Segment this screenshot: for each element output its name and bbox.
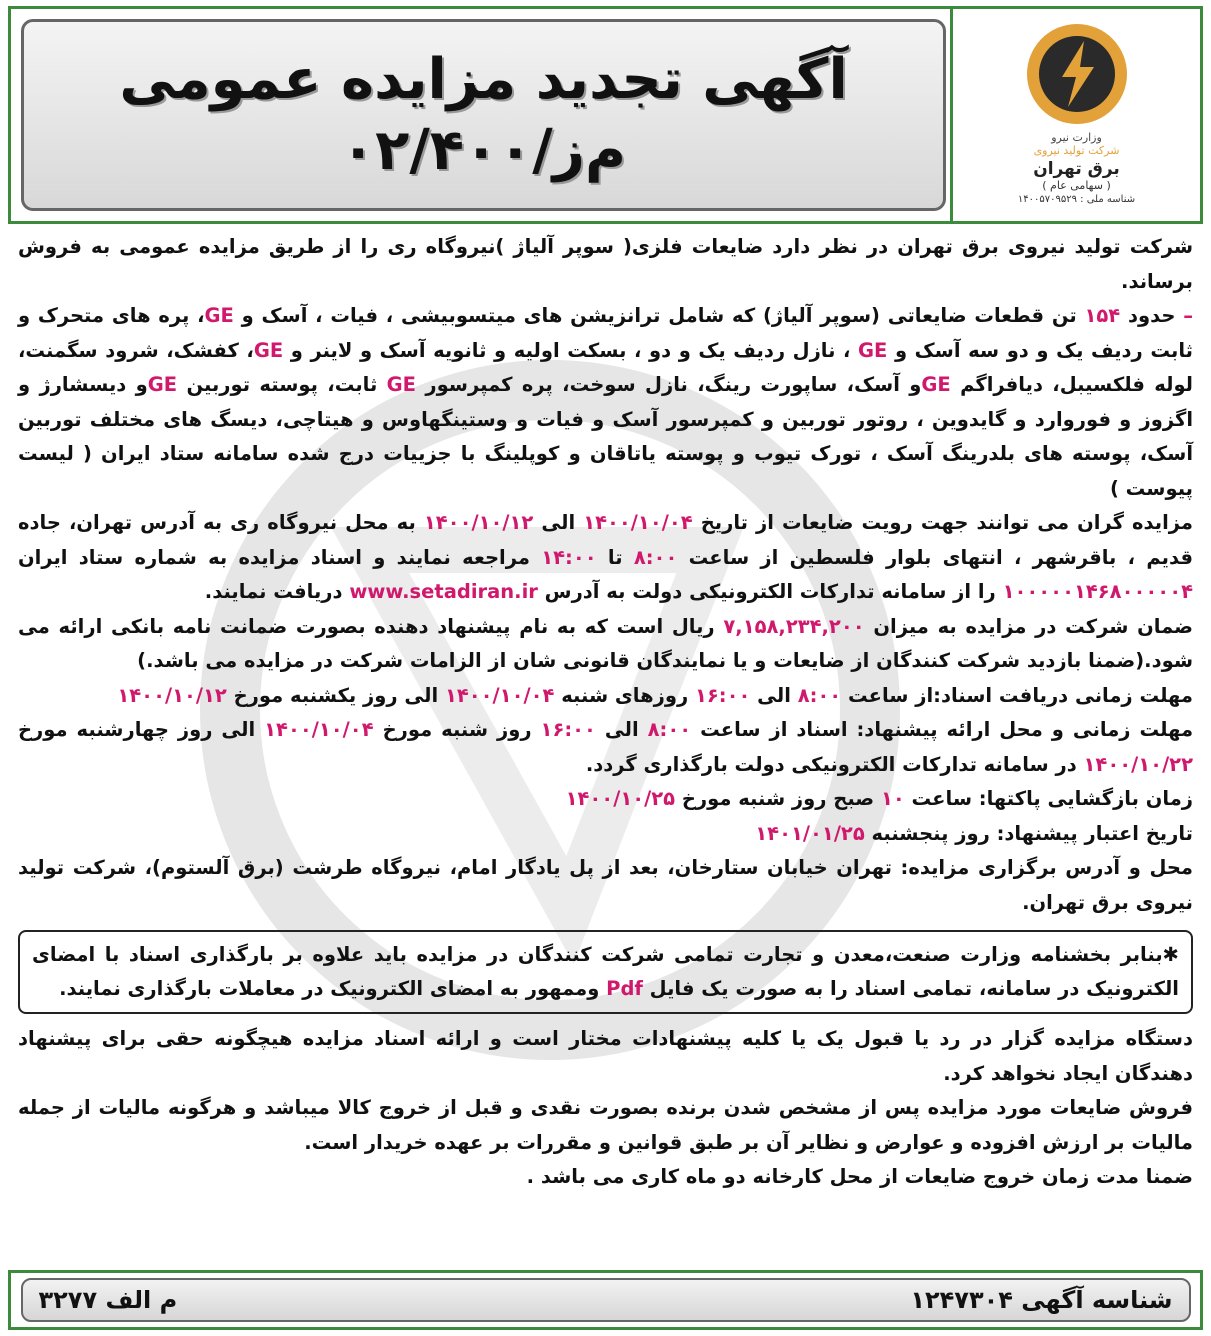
national-id: شناسه ملی : ۱۴۰۰۵۷۰۹۵۲۹ — [1017, 194, 1136, 205]
visit-date-end: ۱۴۰۰/۱۰/۱۲ — [423, 511, 534, 534]
paragraph-items: – حدود ۱۵۴ تن قطعات ضایعاتی (سوپر آلیاژ) که شامل ترانزیشن های میتسوبیشی ، فیات ، آسک و GE، پره های متحرک و ثابت ردیف یک و دو سه آسک و GE ، نازل ردیف یک و دو ، بسکت اولیه و ثانویه آسک و لاینر و GE، کفشک، شرود سگمنت، لوله فلکسیبل، دیافراگم GEو آسک، ساپورت رینگ، نازل سوخت، پره کمپرسور GE ثابت، پوسته توربین GEو دیسشارژ و اگزوز و فوروارد و گایدوین ، روتور توربین و کمپرسور آسک و فیات و وستینگهاوس و هیتاچی، دیسگ های مختلف توربین آسک، پوسته های بلدرینگ آسک ، تورک تیوب و پوسته یاتاقان و کوپلینگ با جزییات درج شده سامانه ستاد ایران ( لیست پیوست ) — [18, 304, 1194, 500]
paragraph-intro: شرکت تولید نیروی برق تهران در نظر دارد ضایعات فلزی( سوپر آلیاژ )نیروگاه ری را از طریق مزایده عمومی به فروش برساند. — [18, 235, 1193, 293]
paragraph-venue: محل و آدرس برگزاری مزایده: تهران خیابان ستارخان، بعد از پل یادگار امام، نیروگاه طرشت (برق آلستوم)، شرکت تولید نیروی برق تهران. — [18, 856, 1193, 914]
header — [8, 6, 1203, 224]
paragraph-removal: ضمنا مدت زمان خروج ضایعات از محل کارخانه دو ماه کاری می باشد . — [526, 1165, 1193, 1188]
ad-id: شناسه آگهی ۱۲۴۷۳۰۴ — [910, 1286, 1173, 1314]
quantity: ۱۵۴ — [1084, 304, 1121, 327]
ge-label: GE — [204, 304, 234, 327]
power-company-logo-icon — [1022, 19, 1132, 129]
paragraph-tax: فروش ضایعات مورد مزایده پس از مشخص شدن برنده بصورت نقدی و قبل از خروج کالا میباشد و هرگونه مالیات از جمله مالیات بر ارزش افزوده و عوارض و نظایر آن بر طبق قوانین و مقررات بر عهده خریدار است. — [18, 1096, 1193, 1154]
ge-label: GE — [921, 373, 951, 396]
guarantee-amount: ۷,۱۵۸,۲۳۴,۲۰۰ — [723, 614, 865, 638]
footer-bar — [21, 1278, 1191, 1322]
notice-box: ✱بنابر بخشنامه وزارت صنعت،معدن و تجارت تمامی شرکت کنندگان در مزایده باید علاوه بر بارگذاری اسناد با امضای الکترونیک در سامانه، تمامی اسناد را به صورت یک فایل Pdf وممهور به امضای الکترونیک در معاملات بارگذاری نمایند. — [18, 930, 1193, 1014]
company-name: برق تهران — [1033, 159, 1120, 179]
paragraph-offer-deadline: مهلت زمانی و محل ارائه پیشنهاد: اسناد از ساعت ۸:۰۰ الی ۱۶:۰۰ روز شنبه مورخ ۱۴۰۰/۱۰/۰۴ الی روز چهارشنبه مورخ ۱۴۰۰/۱۰/۲۲ در سامانه تدارکات الکترونیکی دولت بارگذاری گردد. — [18, 718, 1194, 776]
ge-label: GE — [253, 338, 284, 362]
paragraph-doc-deadline: مهلت زمانی دریافت اسناد:از ساعت ۸:۰۰ الی ۱۶:۰۰ روزهای شنبه ۱۴۰۰/۱۰/۰۴ الی روز یکشنبه مورخ ۱۴۰۰/۱۰/۱۲ — [117, 683, 1193, 707]
visit-time-end: ۱۴:۰۰ — [541, 545, 597, 569]
company-type: ( سهامی عام ) — [1042, 179, 1111, 192]
setad-number: ۱۰۰۰۰۰۱۴۶۸۰۰۰۰۰۴ — [1002, 580, 1193, 603]
ad-number: ۰۲/۴۰۰/م‌ز — [340, 118, 627, 183]
ministry-label: وزارت نیرو — [1051, 131, 1102, 144]
pdf-label: Pdf — [606, 977, 643, 1000]
ge-label: GE — [147, 373, 178, 396]
company-logo-block — [950, 9, 1200, 221]
setadiran-link[interactable]: www.setadiran.ir — [349, 580, 538, 603]
visit-date-start: ۱۴۰۰/۱۰/۰۴ — [583, 511, 693, 534]
paragraph-rights: دستگاه مزایده گزار در رد یا قبول یک یا کلیه پیشنهادات مختار است و ارائه اسناد مزایده هیچگونه حقی برای پیشنهاد دهندگان ایجاد نخواهد کرد. — [18, 1027, 1193, 1085]
ad-code: م الف ۳۲۷۷ — [38, 1286, 178, 1314]
ge-label: GE — [858, 338, 888, 362]
dash-marker: – — [1183, 304, 1193, 327]
footer — [8, 1270, 1203, 1330]
visit-time-start: ۸:۰۰ — [633, 545, 678, 569]
paragraph-validity: تاریخ اعتبار پیشنهاد: روز پنجشنبه ۱۴۰۱/۰۱/۲۵ — [755, 821, 1193, 845]
ad-body — [18, 230, 1193, 1195]
paragraph-opening: زمان بازگشایی پاکتها: ساعت ۱۰ صبح روز شنبه مورخ ۱۴۰۰/۱۰/۲۵ — [565, 787, 1193, 810]
paragraph-visit: مزایده گران می توانند جهت رویت ضایعات از تاریخ ۱۴۰۰/۱۰/۰۴ الی ۱۴۰۰/۱۰/۱۲ به محل نیروگاه ری به آدرس تهران، جاده قدیم ، باقرشهر ، انتهای بلوار فلسطین از ساعت ۸:۰۰ تا ۱۴:۰۰ مراجعه نمایند و اسناد مزایده به شماره ستاد ایران ۱۰۰۰۰۰۱۴۶۸۰۰۰۰۰۴ را از سامانه تدارکات الکترونیکی دولت به آدرس www.setadiran.ir دریافت نمایند. — [18, 511, 1193, 603]
title-box — [21, 19, 946, 211]
ge-label: GE — [386, 373, 416, 396]
ad-title: آگهی تجدید مزایده عمومی — [119, 47, 848, 112]
paragraph-guarantee: ضمان شرکت در مزایده به میزان ۷,۱۵۸,۲۳۴,۲۰۰ ریال است که به نام پیشنهاد دهنده بصورت ضمانت نامه بانکی ارائه می شود.(ضمنا بازدید شرکت کنندگان از ضایعات و یا نمایندگان قانونی شان از الزامات شرکت در مزایده می باشد.) — [18, 614, 1193, 672]
company-line: شرکت تولید نیروی — [1033, 144, 1120, 157]
